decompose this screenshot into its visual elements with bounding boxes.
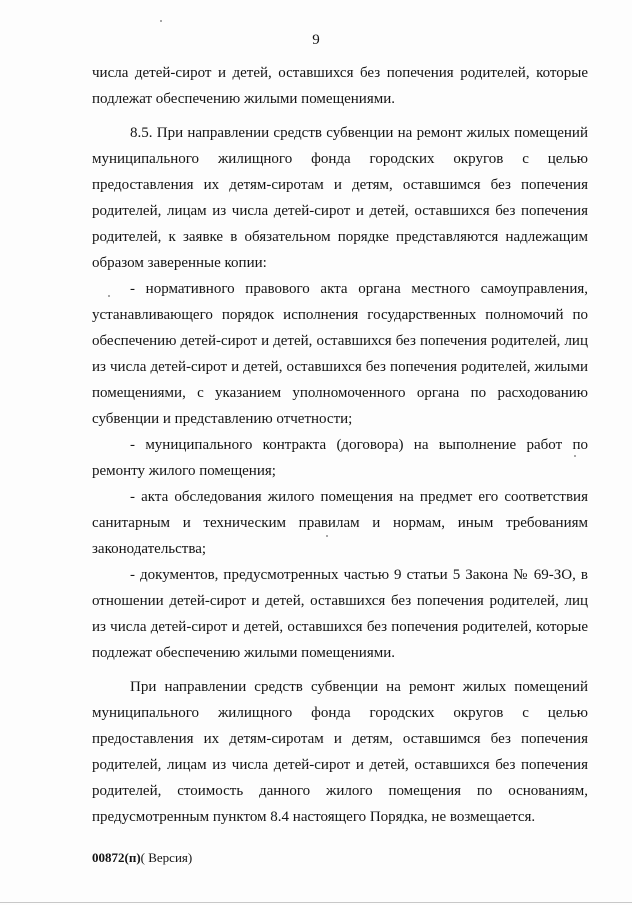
page-number: 9 [312, 32, 320, 48]
scan-speck [574, 455, 576, 457]
footer-code: 00872(п) [92, 850, 141, 865]
footer-document-code [92, 850, 192, 866]
footer-version: ( Версия) [140, 850, 193, 865]
list-item-documents: - документов, предусмотренных частью 9 статьи 5 Закона № 69-ЗО, в отношении детей-сирот и детей, оставшихся без попечения родителей, лиц из числа детей-сирот и детей, оставшихся без попечения родителей, которые подлежат обеспечению жилыми помещениями. [92, 567, 588, 661]
scan-speck [108, 295, 110, 297]
paragraph-continuation: числа детей-сирот и детей, оставшихся без попечения родителей, которые подлежат обеспечению жилыми помещениями. [92, 65, 588, 107]
page-bottom-edge [0, 902, 632, 903]
list-item-inspection-act: - акта обследования жилого помещения на предмет его соответствия санитарным и техническим правилам и нормам, иным требованиям законодательства; [92, 489, 588, 557]
list-item-normative-act: - нормативного правового акта органа местного самоуправления, устанавливающего порядок исполнения государственных полномочий по обеспечению детей-сирот и детей, оставшихся без попечения родителей, лиц из числа детей-сирот и детей, оставшихся без попечения родителей, жилыми помещениями, с указанием уполномоченного органа по расходованию субвенции и представлению отчетности; [92, 281, 588, 427]
scan-speck [160, 20, 162, 22]
list-item-municipal-contract: - муниципального контракта (договора) на выполнение работ по ремонту жилого помещения; [92, 437, 588, 479]
paragraph-no-reimbursement: При направлении средств субвенции на ремонт жилых помещений муниципального жилищного фонда городских округов с целью предоставления их детям-сиротам и детям, оставшимся без попечения родителей, лицам из числа детей-сирот и детей, оставшихся без попечения родителей, стоимость данного жилого помещения по основаниям, предусмотренным пунктом 8.4 настоящего Порядка, не возмещается. [92, 679, 588, 825]
paragraph-8-5: 8.5. При направлении средств субвенции на ремонт жилых помещений муниципального жилищного фонда городских округов с целью предоставления их детям-сиротам и детям, оставшимся без попечения родителей, лицам из числа детей-сирот и детей, оставшихся без попечения родителей, к заявке в обязательном порядке представляются надлежащим образом заверенные копии: [92, 125, 588, 271]
scan-speck [326, 535, 328, 537]
document-body [92, 60, 588, 830]
